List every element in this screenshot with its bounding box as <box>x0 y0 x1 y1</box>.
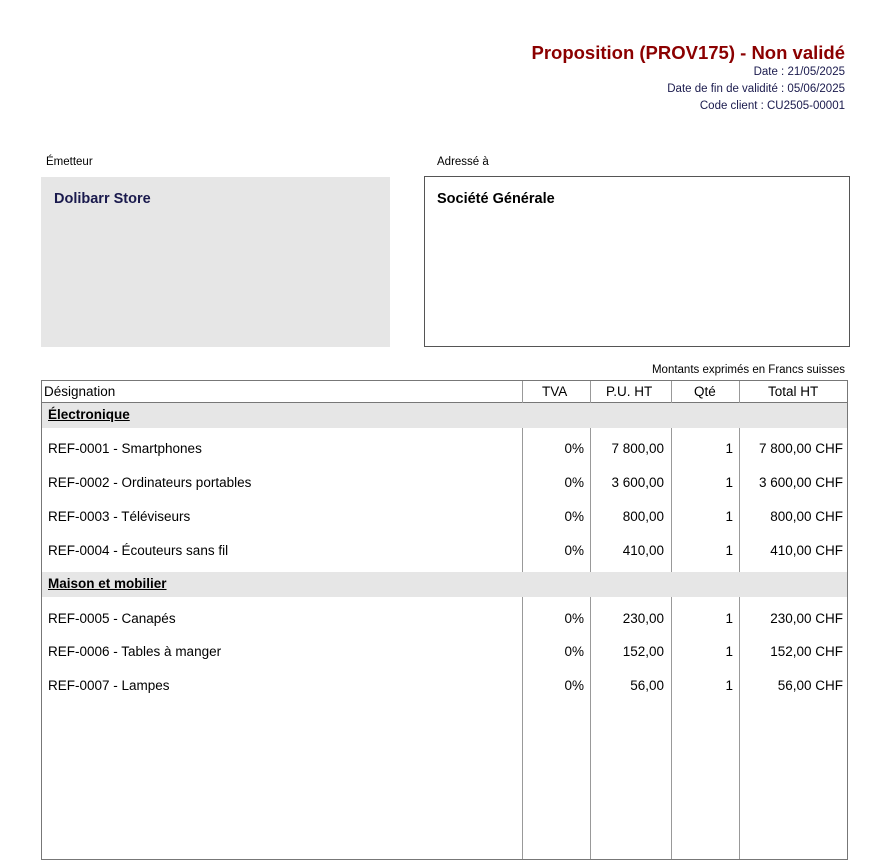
table-row <box>42 475 847 497</box>
cell-total: 3 600,00 CHF <box>758 475 843 490</box>
category-band <box>42 572 847 597</box>
cell-total: 800,00 CHF <box>770 509 843 524</box>
client-code: Code client : CU2505-00001 <box>699 100 845 112</box>
cell-designation: REF-0005 - Canapés <box>48 611 176 626</box>
cell-qty: 1 <box>725 611 733 626</box>
cell-qty: 1 <box>725 475 733 490</box>
sender-box <box>41 177 390 347</box>
recipient-box <box>424 176 850 347</box>
proposal-date: Date : 21/05/2025 <box>753 66 845 78</box>
cell-total: 56,00 CHF <box>777 678 843 693</box>
category-band <box>42 403 847 428</box>
cell-qty: 1 <box>725 509 733 524</box>
cell-tva: 0% <box>564 644 584 659</box>
header-pu: P.U. HT <box>606 384 653 399</box>
cell-pu: 56,00 <box>630 678 664 693</box>
cell-tva: 0% <box>564 543 584 558</box>
cell-tva: 0% <box>564 509 584 524</box>
cell-designation: REF-0001 - Smartphones <box>48 441 202 456</box>
cell-tva: 0% <box>564 678 584 693</box>
cell-total: 7 800,00 CHF <box>758 441 843 456</box>
currency-note: Montants exprimés en Francs suisses <box>651 364 845 376</box>
validity-end-date: Date de fin de validité : 05/06/2025 <box>667 83 845 95</box>
cell-tva: 0% <box>564 611 584 626</box>
cell-pu: 230,00 <box>622 611 664 626</box>
cell-designation: REF-0003 - Téléviseurs <box>48 509 191 524</box>
cell-designation: REF-0002 - Ordinateurs portables <box>48 475 252 490</box>
cell-total: 152,00 CHF <box>770 644 843 659</box>
category-title: Électronique <box>48 407 130 422</box>
header-tva: TVA <box>542 384 568 399</box>
recipient-label: Adressé à <box>437 156 489 168</box>
recipient-name: Société Générale <box>437 191 555 207</box>
header-qty: Qté <box>694 384 716 399</box>
table-row <box>42 543 847 565</box>
sender-name: Dolibarr Store <box>54 191 151 207</box>
cell-pu: 7 800,00 <box>611 441 664 456</box>
category-title: Maison et mobilier <box>48 576 167 591</box>
cell-qty: 1 <box>725 678 733 693</box>
table-row <box>42 611 847 633</box>
cell-qty: 1 <box>725 543 733 558</box>
cell-pu: 3 600,00 <box>611 475 664 490</box>
header-designation: Désignation <box>44 384 116 399</box>
cell-total: 410,00 CHF <box>770 543 843 558</box>
cell-pu: 152,00 <box>622 644 664 659</box>
cell-qty: 1 <box>725 644 733 659</box>
cell-tva: 0% <box>564 475 584 490</box>
cell-designation: REF-0004 - Écouteurs sans fil <box>48 543 229 558</box>
cell-total: 230,00 CHF <box>770 611 843 626</box>
cell-tva: 0% <box>564 441 584 456</box>
header-total: Total HT <box>768 384 819 399</box>
lines-table <box>41 380 848 860</box>
table-row <box>42 441 847 463</box>
table-row <box>42 509 847 531</box>
cell-pu: 410,00 <box>622 543 664 558</box>
cell-designation: REF-0007 - Lampes <box>48 678 170 693</box>
cell-qty: 1 <box>725 441 733 456</box>
table-row <box>42 644 847 666</box>
cell-pu: 800,00 <box>622 509 664 524</box>
sender-label: Émetteur <box>46 156 93 168</box>
table-row <box>42 678 847 700</box>
document-title: Proposition (PROV175) - Non validé <box>531 42 845 63</box>
cell-designation: REF-0006 - Tables à manger <box>48 644 222 659</box>
